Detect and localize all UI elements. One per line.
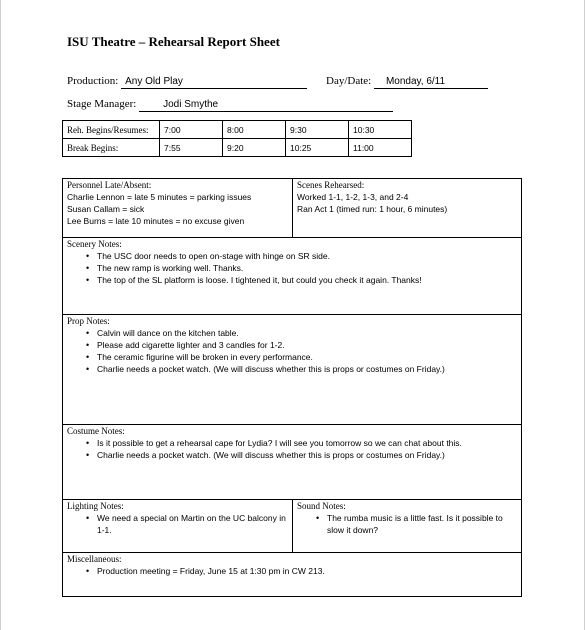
misc-section[interactable]: [63, 552, 521, 596]
document-title: ISU Theatre – Rehearsal Report Sheet: [67, 34, 280, 49]
personnel-cell[interactable]: [63, 179, 293, 237]
scenery-section[interactable]: [63, 237, 521, 314]
time-cell[interactable]: 10:25: [286, 139, 349, 157]
time-cell[interactable]: 8:00: [223, 121, 286, 139]
misc-title: Miscellaneous:: [67, 554, 122, 564]
times-row-label: Break Begins:: [63, 139, 160, 157]
lighting-title: Lighting Notes:: [67, 501, 124, 511]
scenery-list: [67, 250, 517, 286]
date-row: [326, 74, 488, 89]
lighting-list: [67, 512, 288, 536]
stage-manager-row: [67, 97, 393, 112]
list-item: • Please add cigarette lighter and 3 candles for 1-2.: [97, 339, 517, 351]
list-item: • Charlie needs a pocket watch. (We will discuss whether this is props or costumes on Friday.): [97, 449, 517, 461]
time-cell[interactable]: 11:00: [349, 139, 412, 157]
time-cell[interactable]: 7:00: [160, 121, 223, 139]
scenes-title: Scenes Rehearsed:: [297, 180, 365, 190]
personnel-line: Susan Callam = sick: [67, 204, 145, 214]
time-cell[interactable]: 7:55: [160, 139, 223, 157]
list-item: • We need a special on Martin on the UC balcony in 1-1.: [97, 512, 288, 536]
time-cell[interactable]: 10:30: [349, 121, 412, 139]
costume-section[interactable]: [63, 424, 521, 499]
list-item: • Production meeting = Friday, June 15 at 1:30 pm in CW 213.: [97, 565, 517, 577]
lighting-cell[interactable]: [63, 500, 293, 552]
list-item: • The ceramic figurine will be broken in every performance.: [97, 351, 517, 363]
misc-list: [67, 565, 517, 577]
personnel-line: Lee Burns = late 10 minutes = no excuse given: [67, 216, 245, 226]
costume-title: Costume Notes:: [67, 426, 125, 436]
scenes-line: Worked 1-1, 1-2, 1-3, and 2-4: [297, 192, 409, 202]
production-field[interactable]: Any Old Play: [121, 76, 307, 89]
list-item: • Is it possible to get a rehearsal cape for Lydia? I will see you tomorrow so we can chat about this.: [97, 437, 517, 449]
prop-list: [67, 327, 517, 375]
scenes-cell[interactable]: [293, 179, 521, 237]
notes-grid: [62, 178, 522, 597]
prop-title: Prop Notes:: [67, 316, 110, 326]
list-item: • The new ramp is working well. Thanks.: [97, 262, 517, 274]
scenes-line: Ran Act 1 (timed run: 1 hour, 6 minutes): [297, 204, 448, 214]
list-item: • The top of the SL platform is loose. I tightened it, but could you check it again. Thanks!: [97, 274, 517, 286]
costume-list: [67, 437, 517, 461]
list-item: • The USC door needs to open on-stage with hinge on SR side.: [97, 250, 517, 262]
personnel-line: Charlie Lennon = late 5 minutes = parking issues: [67, 192, 252, 202]
list-item: • Charlie needs a pocket watch. (We will discuss whether this is props or costumes on Friday.): [97, 363, 517, 375]
prop-section[interactable]: [63, 314, 521, 424]
date-label: Day/Date:: [326, 75, 372, 87]
stage-manager-label: Stage Manager:: [67, 98, 137, 110]
production-row: [67, 74, 307, 89]
personnel-title: Personnel Late/Absent:: [67, 180, 152, 190]
production-label: Production:: [67, 75, 119, 87]
date-field[interactable]: Monday, 6/11: [374, 76, 488, 89]
lighting-sound-section: [63, 499, 521, 552]
sound-title: Sound Notes:: [297, 501, 346, 511]
table-row: [63, 139, 412, 157]
sound-cell[interactable]: [293, 500, 521, 552]
list-item: • The rumba music is a little fast. Is it possible to slow it down?: [327, 512, 517, 536]
table-row: [63, 121, 412, 139]
time-cell[interactable]: 9:30: [286, 121, 349, 139]
rehearsal-times-table: [62, 120, 412, 157]
scenery-title: Scenery Notes:: [67, 239, 122, 249]
sound-list: [297, 512, 517, 536]
list-item: • Calvin will dance on the kitchen table.: [97, 327, 517, 339]
time-cell[interactable]: 9:20: [223, 139, 286, 157]
personnel-scenes-section: [63, 179, 521, 237]
times-row-label: Reh. Begins/Resumes:: [63, 121, 160, 139]
stage-manager-field[interactable]: Jodi Smythe: [139, 99, 393, 112]
